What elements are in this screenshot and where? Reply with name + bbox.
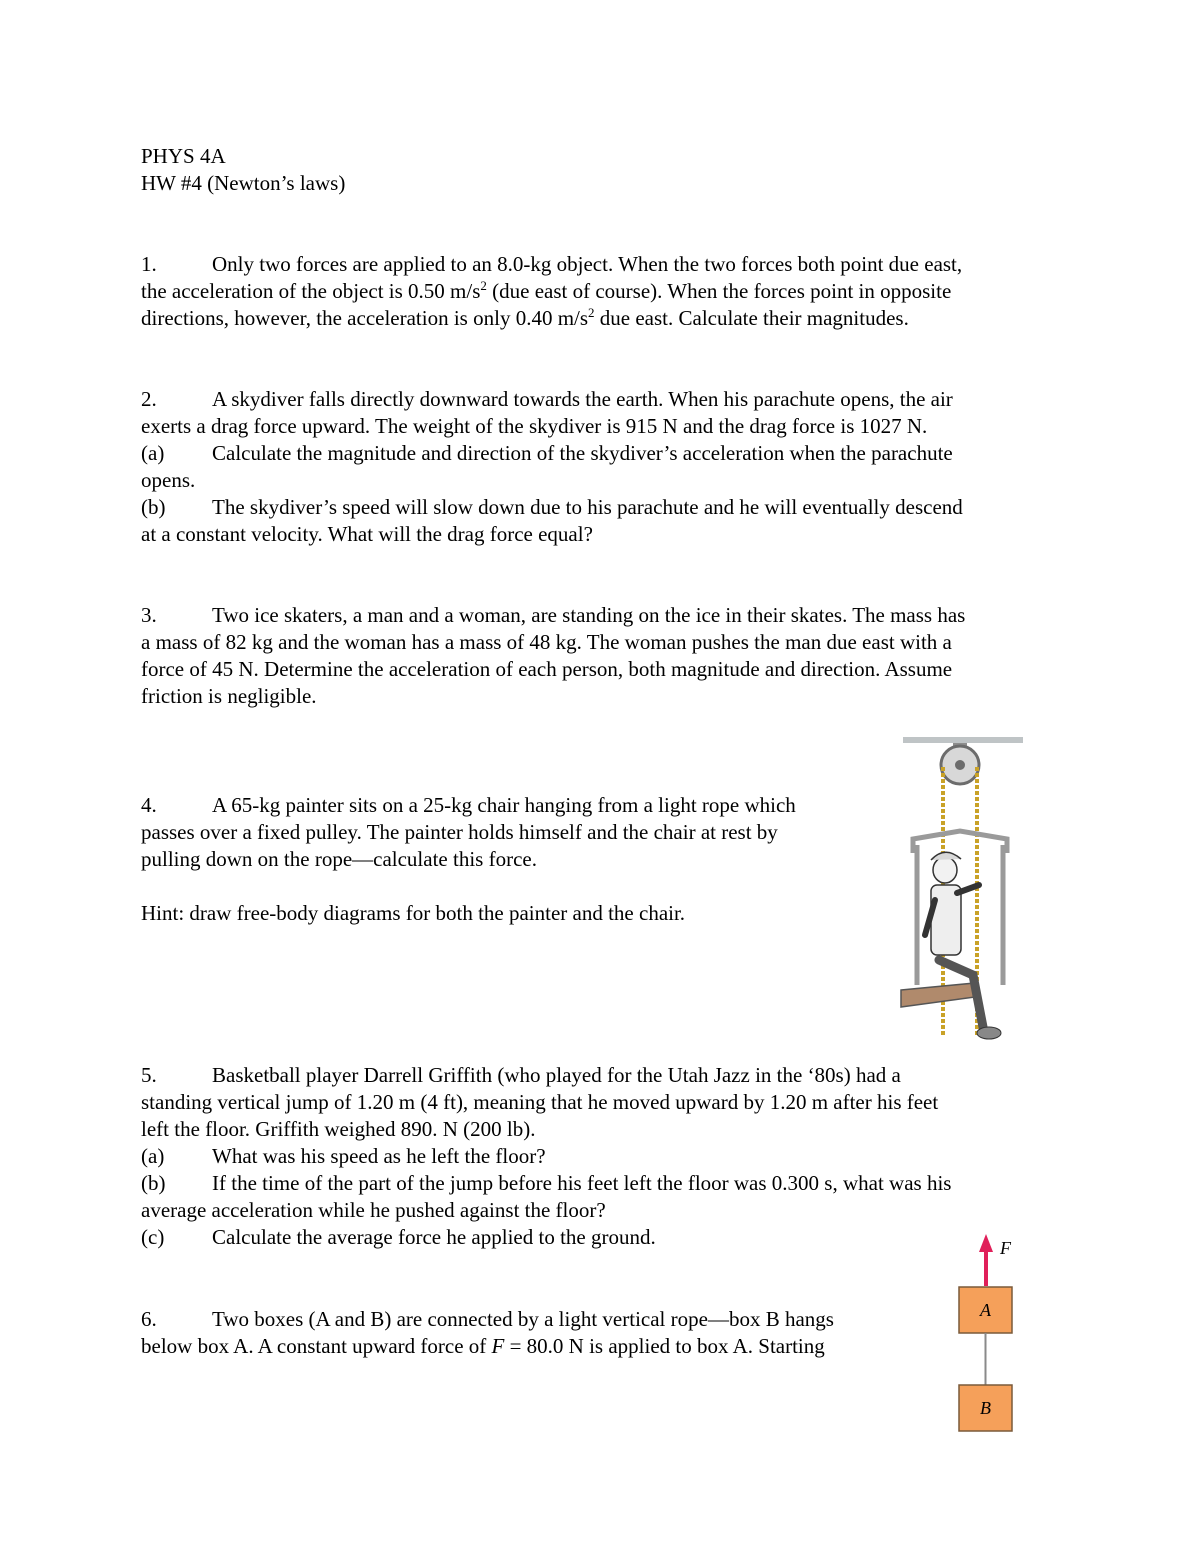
problem-4-line-3: pulling down on the rope—calculate this force. — [141, 847, 537, 871]
problem-2-part-b: (b) The skydiver’s speed will slow down due to his parachute and he will eventually descend — [141, 495, 963, 519]
ceiling-beam — [903, 737, 1023, 743]
problem-2-line-1: 2. A skydiver falls directly downward towards the earth. When his parachute opens, the air — [141, 387, 953, 411]
painter-head — [933, 857, 957, 883]
problem-4-line-1: 4. A 65-kg painter sits on a 25-kg chair hanging from a light rope which — [141, 793, 796, 817]
problem-6-line-1: 6. Two boxes (A and B) are connected by a light vertical rope—box B hangs — [141, 1307, 834, 1331]
problem-1-number: 1. — [141, 252, 157, 276]
course-title: PHYS 4A — [141, 144, 226, 168]
problem-2-part-a: (a) Calculate the magnitude and direction of the skydiver’s acceleration when the parachute — [141, 441, 953, 465]
chair-seat — [901, 983, 975, 1007]
problem-4-hint: Hint: draw free-body diagrams for both the painter and the chair. — [141, 901, 686, 925]
problem-2-number: 2. — [141, 387, 157, 411]
problem-3-line-3: force of 45 N. Determine the acceleration of each person, both magnitude and direction. Assume — [141, 657, 953, 681]
problem-2-part-a-cont: opens. — [141, 468, 196, 492]
boxes-diagram — [950, 1230, 1040, 1440]
box-b-label: B — [980, 1398, 991, 1418]
assignment-title: HW #4 (Newton’s laws) — [141, 171, 346, 195]
chair-frame-top — [913, 831, 1007, 853]
problem-3-line-2: a mass of 82 kg and the woman has a mass of 48 kg. The woman pushes the man due east with a — [141, 630, 952, 654]
problem-6-line-2: below box A. A constant upward force of F = 80.0 N is applied to box A. Starting — [141, 1334, 825, 1358]
box-a-label: A — [980, 1300, 991, 1320]
problem-1-line-2: the acceleration of the object is 0.50 $m/s^2$ (due east of course). When the forces point in opposite — [141, 278, 952, 303]
problem-3-line-4: friction is negligible. — [141, 684, 317, 708]
problem-5-part-a: (a) What was his speed as he left the floor? — [141, 1144, 546, 1168]
problem-5-part-b: (b) If the time of the part of the jump before his feet left the floor was 0.300 s, what was his — [141, 1171, 952, 1195]
problem-5-line-2: standing vertical jump of 1.20 m (4 ft), meaning that he moved upward by 1.20 m after his feet — [141, 1090, 939, 1114]
problem-6-number: 6. — [141, 1307, 157, 1331]
problem-3-number: 3. — [141, 603, 157, 627]
problem-4-number: 4. — [141, 793, 157, 817]
problem-5-line-3: left the floor. Griffith weighed 890. N (200 lb). — [141, 1117, 536, 1141]
problem-5-part-b-cont: average acceleration while he pushed against the floor? — [141, 1198, 606, 1222]
problem-5-number: 5. — [141, 1063, 157, 1087]
painter-pulley-figure — [895, 735, 1030, 1045]
problem-1-line-1: 1. Only two forces are applied to an 8.0-kg object. When the two forces both point due east, — [141, 252, 963, 276]
problem-5-line-1: 5. Basketball player Darrell Griffith (who played for the Utah Jazz in the ‘80s) had a — [141, 1063, 901, 1087]
force-arrow-icon — [979, 1234, 993, 1252]
problem-2-part-b-cont: at a constant velocity. What will the drag force equal? — [141, 522, 593, 546]
force-label: F — [1000, 1238, 1011, 1258]
problem-3-line-1: 3. Two ice skaters, a man and a woman, are standing on the ice in their skates. The mass has — [141, 603, 966, 627]
problem-2-line-2: exerts a drag force upward. The weight of the skydiver is 915 N and the drag force is 1027 N. — [141, 414, 928, 438]
problem-5-part-c: (c) Calculate the average force he applied to the ground. — [141, 1225, 656, 1249]
problem-1-line-3: directions, however, the acceleration is only 0.40 $m/s^2$ due east. Calculate their magnitudes. — [141, 305, 909, 330]
problem-4-line-2: passes over a fixed pulley. The painter holds himself and the chair at rest by — [141, 820, 778, 844]
